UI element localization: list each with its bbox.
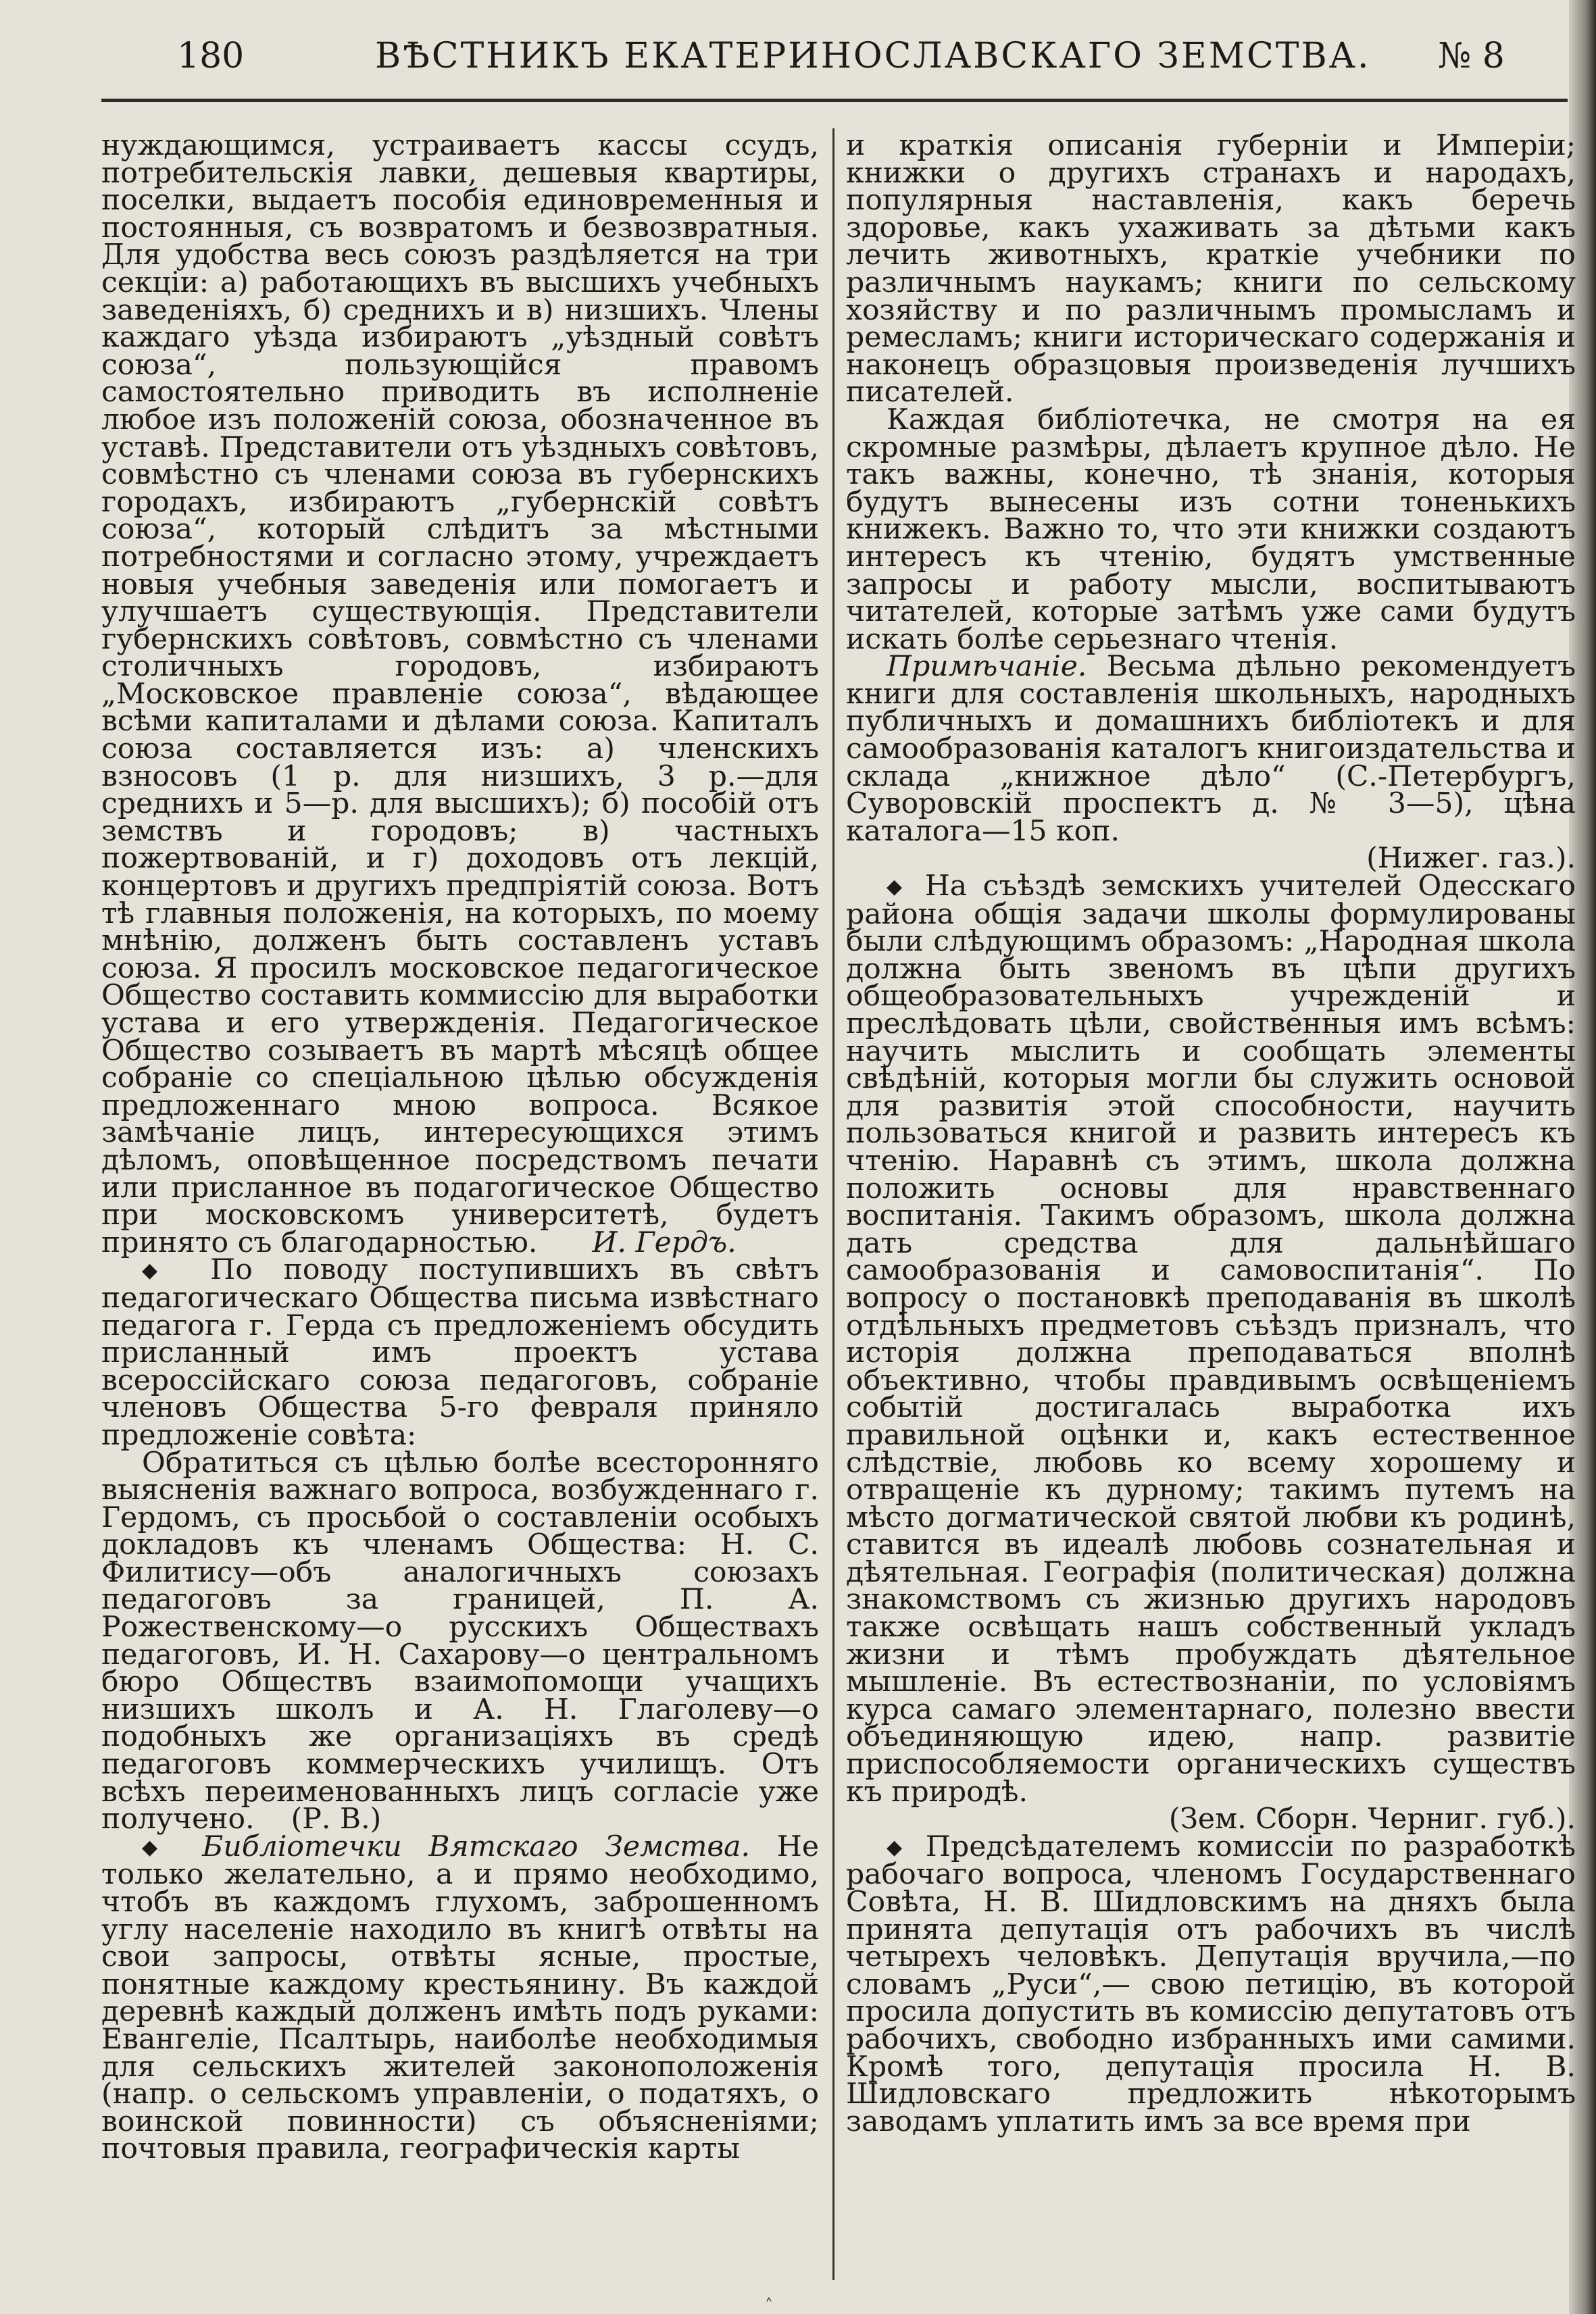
article-odessa-congress: ◆ На съѣздѣ земскихъ учителей Одесскаго района общія задачи школы формулированы были слѣдующимъ образомъ: „Народная школа должна быть звеномъ въ цѣпи другихъ общеобразовательныхъ учрежденій и преслѣдовать цѣли, свойственныя имъ всѣмъ: научить мыслить и сообщать элементы свѣдѣній, которыя могли бы служить основой для развитія этой способности, научить пользоваться книгой и развить интересъ къ чтенію. Наравнѣ съ этимъ, школа должна положить основы для нравственнаго воспитанія. Такимъ образомъ, школа должна дать средства для дальнѣйшаго самообразованія и самовоспитанія“. По вопросу о постановкѣ преподаванія въ школѣ отдѣльныхъ предметовъ съѣздъ призналъ, что исторія должна преподаваться вполнѣ объективно, чтобы правдивымъ освѣщеніемъ событій достигалась выработка ихъ правильной оцѣнки и, какъ естественное слѣдствіе, любовь ко всему хорошему и отвращеніе къ дурному; такимъ путемъ на мѣсто догматической святой любви къ родинѣ, ставится въ идеалѣ любовь сознательная и дѣятельная. Географія (политическая) должна знакомствомъ съ жизнью другихъ народовъ также освѣщать нашъ собственный укладъ жизни и тѣмъ пробуждать дѣятельное мышленіе. Въ естествознаніи, по условіямъ курса самаго элементарнаго, полезно ввести объединяющую идею, напр. развитіе приспособляемости органическихъ существъ къ природѣ. — [846, 870, 1576, 1809]
source-credit: (Зем. Сборн. Черниг. губ.). — [1168, 1803, 1576, 1836]
article-libraries-continuation: и краткія описанія губерніи и Имперіи; книжки о другихъ странахъ и народахъ, популярныя наставленія, какъ беречь здоровье, какъ ухаживать за дѣтьми какъ лечить животныхъ, краткіе учебники по различнымъ наукамъ; книги по сельскому хозяйству и по различнымъ промысламъ и ремесламъ; книги историческаго содержанія и наконецъ образцовыя произведенія лучшихъ писателей. — [846, 132, 1576, 409]
page-number: 180 — [177, 36, 245, 76]
article-heading: Библіотечки Вятскаго Земства. — [202, 1830, 750, 1863]
source-credit: (Р. В.) — [291, 1803, 382, 1836]
column-divider — [832, 128, 834, 2280]
bullet-arrow-icon: ◆ — [887, 1835, 909, 1859]
source-credit: (Нижег. газ.). — [1366, 842, 1576, 876]
printer-mark: ˄ — [765, 2296, 773, 2314]
bullet-arrow-icon: ◆ — [142, 1835, 176, 1859]
signature: И. Гердъ. — [592, 1226, 737, 1259]
article-vyatka-libraries: ◆ Библіотечки Вятскаго Земства. Не только желательно, а и прямо необходимо, чтобъ въ каждомъ глухомъ, заброшенномъ углу населеніе находило въ книгѣ отвѣты на свои запросы, отвѣты ясные, простые, понятные каждому крестьянину. Въ каждой деревнѣ каждый долженъ имѣть подъ руками: Евангеліе, Псалтырь, наиболѣе необходимыя для сельскихъ жителей законоположенія (напр. о сельскомъ управленіи, о податяхъ, о воинской повинности) съ объясненіями; почтовыя правила, географическія карты — [101, 1830, 819, 2166]
journal-title: ВѢСТНИКЪ ЕКАТЕРИНОСЛАВСКАГО ЗЕМСТВА. — [375, 36, 1371, 76]
article-note: Примѣчаніе. Весьма дѣльно рекомендуетъ книги для составленія школьныхъ, народныхъ публичныхъ и домашнихъ библіотекъ и для самообразованія каталогъ книгоиздательства и склада „книжное дѣло“ (С.-Петербургъ, Суворовскій проспектъ д. № 3—5), цѣна каталога—15 коп. — [846, 650, 1576, 848]
bullet-arrow-icon: ◆ — [142, 1259, 180, 1283]
left-column — [101, 132, 819, 2284]
article-workers-commission: ◆ Предсѣдателемъ комиссіи по разработкѣ рабочаго вопроса, членомъ Государственнаго Совѣта, Н. В. Шидловскимъ на дняхъ была принята депутація отъ рабочихъ въ числѣ четырехъ человѣкъ. Депутація вручила,—по словамъ „Руси“,— свою петицію, въ которой просила допустить въ комиссію депутатовъ отъ рабочихъ, свободно избранныхъ ими самими. Кромѣ того, депутація просила Н. В. Шидловскаго предложить нѣкоторымъ заводамъ уплатить имъ за все время при — [846, 1830, 1576, 2138]
right-column — [846, 132, 1576, 2284]
header-rule — [101, 99, 1568, 102]
article-libraries-value: Каждая библіотечка, не смотря на ея скромные размѣры, дѣлаетъ крупное дѣло. Не такъ важны, конечно, тѣ знанія, которыя будутъ вынесены изъ сотни тоненькихъ книжекъ. Важно то, что эти книжки создаютъ интересъ къ чтенію, будятъ умственные запросы и работу мысли, воспитываютъ читателей, которые затѣмъ уже сами будутъ искать болѣе серьезнаго чтенія. — [846, 403, 1576, 656]
bullet-arrow-icon: ◆ — [887, 875, 909, 899]
article-pedagogical-society: ◆ По поводу поступившихъ въ свѣтъ педагогическаго Общества письма извѣстнаго педагога г. Герда съ предложеніемъ обсудить присланный имъ проектъ устава всероссійскаго союза педагоговъ, собраніе членовъ Общества 5-го февраля приняло предложеніе совѣта: — [101, 1253, 819, 1452]
article-union-continuation: нуждающимся, устраиваетъ кассы ссудъ, потребительскія лавки, дешевыя квартиры, поселки, выдаетъ пособія единовременныя и постоянныя, съ возвратомъ и безвозвратныя. Для удобства весь союзъ раздѣляется на три секціи: а) работающихъ въ высшихъ учебныхъ заведеніяхъ, б) среднихъ и в) низшихъ. Члены каждаго уѣзда избираютъ „уѣздный совѣтъ союза“, пользующійся правомъ самостоятельно приводить въ исполненіе любое изъ положеній союза, обозначенное въ уставѣ. Представители отъ уѣздныхъ совѣтовъ, совмѣстно съ членами союза въ губернскихъ городахъ, избираютъ „губернскій совѣтъ союза“, который слѣдитъ за мѣстными потребностями и согласно этому, учреждаетъ новыя учебныя заведенія или помогаетъ и улучшаетъ существующія. Представители губернскихъ совѣтовъ, совмѣстно съ членами столичныхъ городовъ, избираютъ „Московское правленіе союза“, вѣдающее всѣми капиталами и дѣлами союза. Капиталъ союза составляется изъ: а) членскихъ взносовъ (1 р. для низшихъ, 3 р.—для среднихъ и 5—р. для высшихъ); б) пособій отъ земствъ и городовъ; в) частныхъ пожертвованій, и г) доходовъ отъ лекцій, концертовъ и другихъ предпріятій союза. Вотъ тѣ главныя положенія, на которыхъ, по моему мнѣнію, долженъ быть составленъ уставъ союза. Я просилъ московское педагогическое Общество составить коммиссію для выработки устава и его утвержденія. Педагогическое Общество созываетъ въ мартѣ мѣсяцѣ общее собраніе со спеціальною цѣлью обсужденія предложеннаго мною вопроса. Всякое замѣчаніе лицъ, интересующихся этимъ дѣломъ, оповѣщенное посредствомъ печати или присланное въ подагогическое Общество при московскомъ университетѣ, будетъ принято съ благодарностью. И. Гердъ. — [101, 132, 819, 1259]
issue-number: № 8 — [1438, 36, 1505, 76]
note-label: Примѣчаніе. — [887, 650, 1087, 684]
article-decision: Обратиться съ цѣлью болѣе всесторонняго выясненія важнаго вопроса, возбужденнаго г. Гердомъ, съ просьбой о составленіи особыхъ докладовъ къ членамъ Общества: Н. С. Филитису—объ аналогичныхъ союзахъ педагоговъ за границей, П. А. Рожественскому—о русскихъ Обществахъ педагоговъ, И. Н. Сахарову—о центральномъ бюро Обществъ взаимопомощи учащихъ низшихъ школъ и А. Н. Глаголеву—о подобныхъ же организаціяхъ въ средѣ педагоговъ коммерческихъ училищъ. Отъ всѣхъ переименованныхъ лицъ согласіе уже получено. (Р. В.) — [101, 1446, 819, 1836]
